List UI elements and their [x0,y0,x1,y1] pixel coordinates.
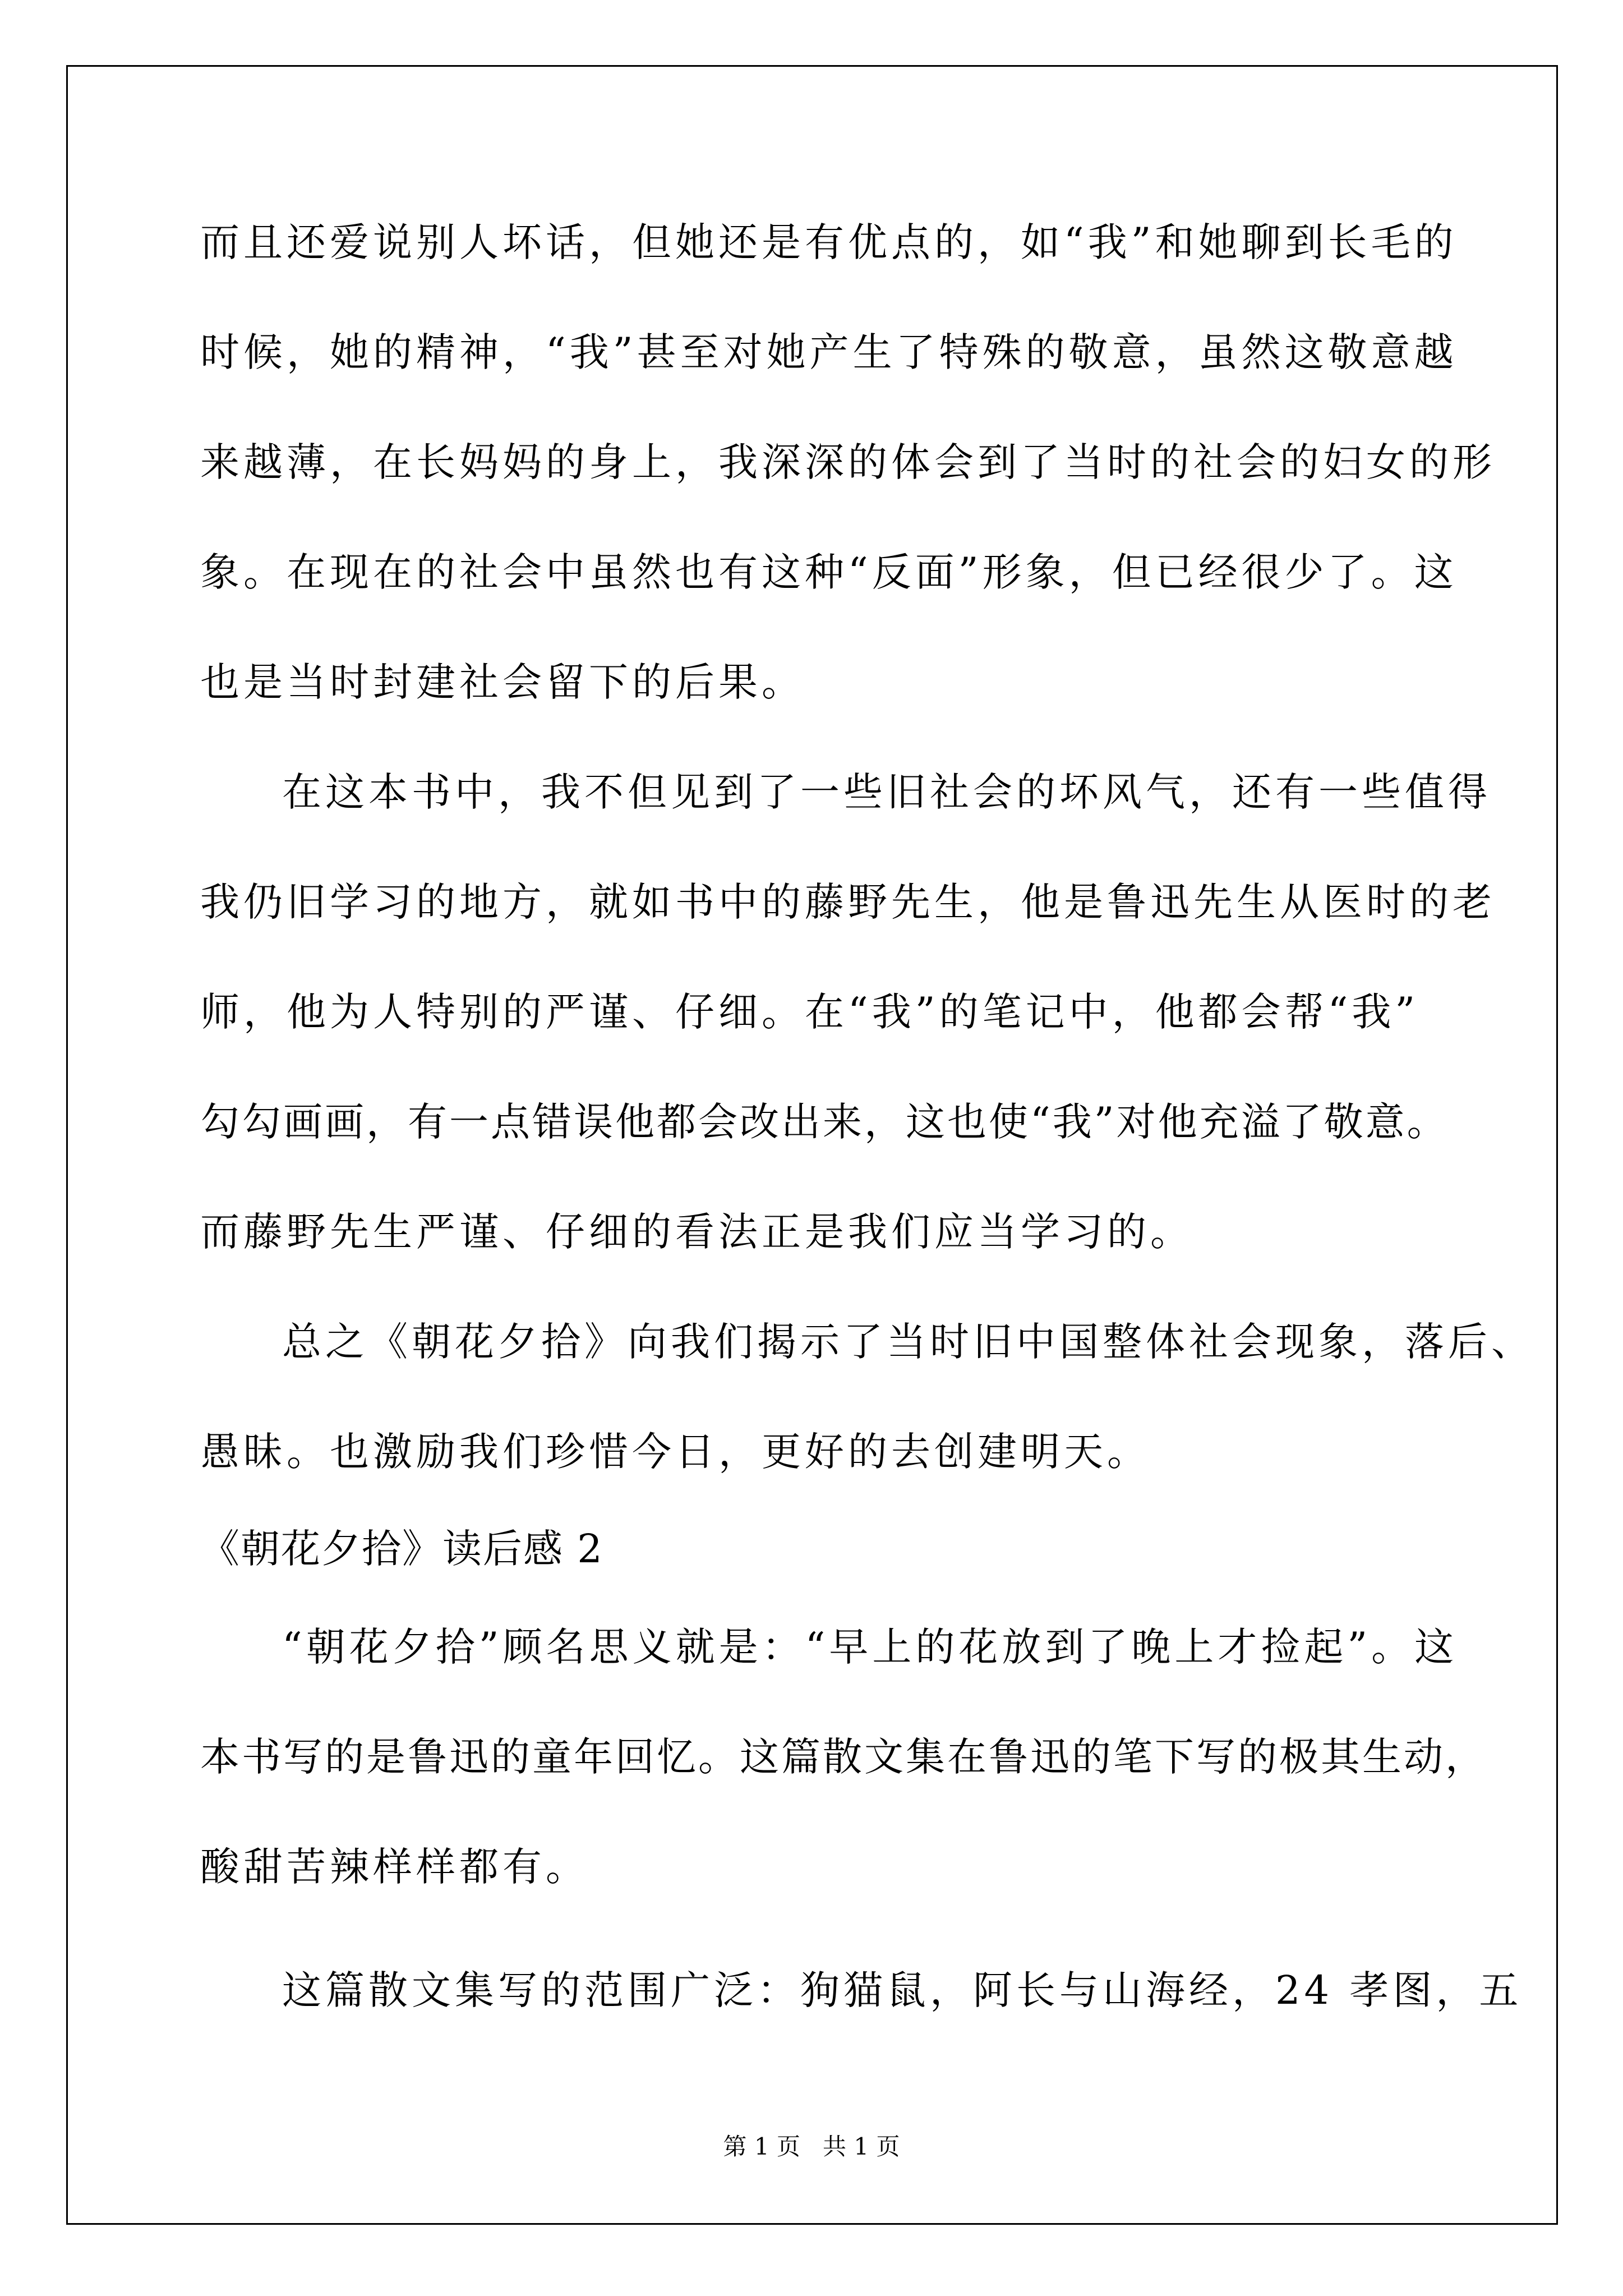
paragraph-first-line: 这篇散文集写的范围广泛：狗猫鼠，阿长与山海经，24 孝图，五 [282,1967,1523,2013]
paragraph-first-line: 在这本书中，我不但见到了一些旧社会的坏风气，还有一些值得 [282,769,1491,815]
text-line: 本书写的是鲁迅的童年回忆。这篇散文集在鲁迅的笔下写的极其生动， [200,1734,1487,1780]
text-line: 而且还爱说别人坏话，但她还是有优点的，如“我”和她聊到长毛的 [200,219,1458,265]
text-line: 象。在现在的社会中虽然也有这种“反面”形象，但已经很少了。这 [200,549,1458,595]
text-line: 勾勾画画，有一点错误他都会改出来，这也使“我”对他充溢了敬意。 [200,1099,1449,1145]
text-line: 我仍旧学习的地方，就如书中的藤野先生，他是鲁迅先生从医时的老 [200,879,1496,925]
paragraph-first-line: “朝花夕拾”顾名思义就是：“早上的花放到了晚上才捡起”。这 [282,1624,1458,1670]
text-line: 酸甜苦辣样样都有。 [200,1844,589,1890]
section-heading: 《朝花夕拾》读后感 2 [200,1526,603,1572]
page-footer: 第 1 页 共 1 页 [723,2133,900,2160]
paragraph-first-line: 总之《朝花夕拾》向我们揭示了当时旧中国整体社会现象，落后、 [282,1319,1534,1365]
text-line: 师，他为人特别的严谨、仔细。在“我”的笔记中，他都会帮“我” [200,989,1419,1035]
text-line: 愚昧。也激励我们珍惜今日，更好的去创建明天。 [200,1429,1150,1475]
text-line: 时候，她的精神，“我”甚至对她产生了特殊的敬意，虽然这敬意越 [200,329,1458,375]
text-line: 来越薄，在长妈妈的身上，我深深的体会到了当时的社会的妇女的形 [200,439,1496,485]
text-line: 而藤野先生严谨、仔细的看法正是我们应当学习的。 [200,1209,1193,1255]
text-line: 也是当时封建社会留下的后果。 [200,659,805,705]
